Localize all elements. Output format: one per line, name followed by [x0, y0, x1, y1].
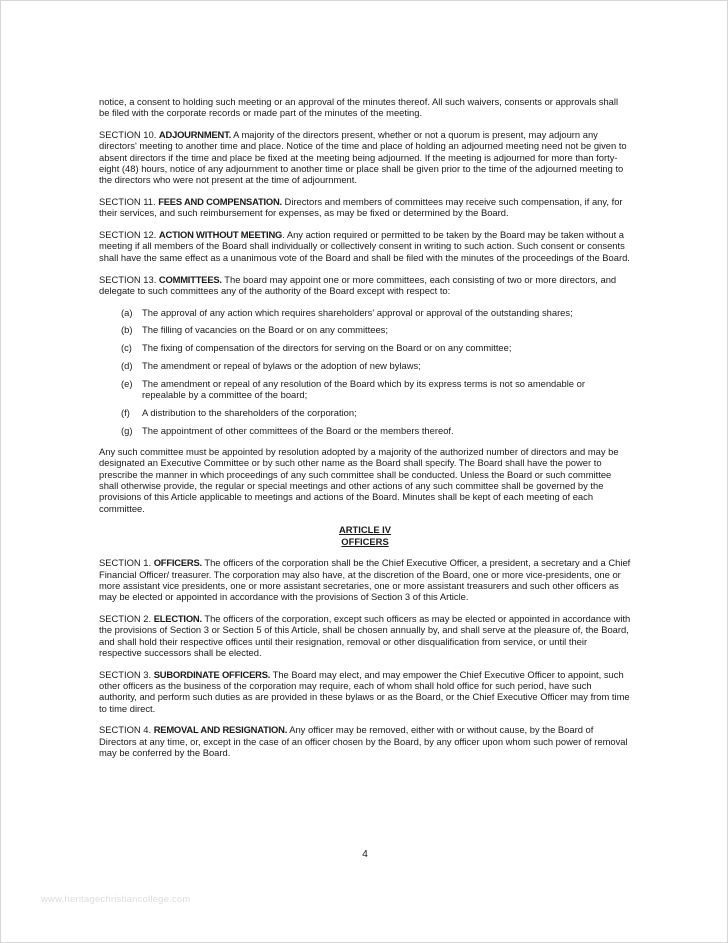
section-10	[99, 129, 631, 185]
section-text: The board may appoint one or more committees, each consisting of two or more directors, and delegate to such committees any of the authority of the Board except with respect to:	[99, 273, 617, 296]
section-text: . Any action required or permitted to be taken by the Board may be taken without a meeting if all members of the Board shall individually or collectively consent in writing to such action. Such consent or consents shall have the same effect as a unanimous vote of the Board and shall be filed with the minutes of the proceedings of the Board.	[99, 229, 630, 263]
section-title: ACTION WITHOUT MEETING	[158, 229, 283, 241]
section-12	[99, 229, 631, 263]
list-item-text: The fixing of compensation of the directors for serving on the Board or on any committee;	[142, 342, 512, 354]
section-number: SECTION 11.	[99, 196, 159, 208]
list-item-label: (f)	[121, 406, 130, 418]
section-text: The officers of the corporation, except such officers as may be elected or appointed in accordance with the provisions of Section 3 or Section 5 of this Article, shall be chosen annually by, and shall serve at the pleasure of, the Board, and shall hold their respective offices until their resignation, removal or other disqualification from service, or until their respective successors shall be elected.	[99, 613, 631, 658]
section-number: SECTION 3.	[99, 668, 154, 680]
officers-section-1	[99, 557, 631, 602]
section-title: REMOVAL AND RESIGNATION.	[153, 724, 288, 736]
list-item-label: (c)	[121, 342, 132, 354]
list-item-label: (e)	[121, 377, 133, 389]
document-body	[99, 96, 631, 769]
committee-paragraph: Any such committee must be appointed by resolution adopted by a majority of the authorized number of directors and may be designated an Executive Committee or by such other name as the Board shall specify. The Board shall have the power to prescribe the manner in which proceedings of any such committee shall be conducted. Unless the Board or such committee shall otherwise provide, the regular or special meetings and other actions of any such committee shall be governed by the provisions of this Article applicable to meetings and actions of the Board. Minutes shall be kept of each meeting of each committee.	[99, 446, 619, 514]
section-number: SECTION 10.	[99, 129, 159, 141]
section-title: ELECTION.	[153, 613, 202, 625]
list-item-label: (b)	[121, 324, 133, 336]
section-title: SUBORDINATE OFFICERS.	[153, 668, 271, 680]
section-11	[99, 196, 631, 219]
list-item-text: The appointment of other committees of the Board or the members thereof.	[142, 424, 454, 436]
officers-section-3	[99, 669, 631, 714]
list-item	[99, 324, 631, 335]
section-text: Any officer may be removed, either with or without cause, by the Board of Directors at any time, or, except in the case of an officer chosen by the Board, by any officer upon whom such power of removal may be conferred by the Board.	[99, 724, 628, 759]
officers-section-2	[99, 613, 631, 658]
section-number: SECTION 4.	[99, 724, 154, 736]
committee-exceptions-list	[99, 307, 631, 436]
list-item-text: A distribution to the shareholders of the corporation;	[142, 406, 357, 418]
list-item	[99, 425, 631, 436]
article-number: ARTICLE IV	[338, 524, 392, 536]
page-number: 4	[362, 849, 368, 860]
list-item-label: (g)	[121, 424, 133, 436]
list-item	[99, 407, 631, 418]
list-item	[99, 378, 631, 401]
intro-paragraph: notice, a consent to holding such meeting or an approval of the minutes thereof. All such waivers, consents or approvals shall be filed with the corporate records or made part of the minutes of the meeting.	[99, 96, 619, 119]
list-item-label: (d)	[121, 360, 133, 372]
article-heading	[99, 524, 631, 547]
section-number: SECTION 1.	[99, 557, 154, 569]
article-title: OFFICERS	[341, 535, 389, 547]
list-item-text: The amendment or repeal of any resolution of the Board which by its express terms is not so amendable or repealable by a committee of the board;	[142, 377, 585, 401]
list-item-text: The amendment or repeal of bylaws or the adoption of new bylaws;	[142, 360, 421, 372]
section-text: A majority of the directors present, whether or not a quorum is present, may adjourn any directors' meeting to another time and place. Notice of the time and place of holding an adjourned meeting need not be given to absent directors if the time and place be fixed at the meeting being adjourned. If the meeting is adjourned for more than forty-eight (48) hours, notice of any adjournment to another time or place shall be given prior to the time of the adjourned meeting to the directors who were not present at the time of adjournment.	[99, 129, 627, 186]
list-item-text: The approval of any action which requires shareholders' approval or approval of the outstanding shares;	[142, 306, 573, 318]
section-text: The officers of the corporation shall be the Chief Executive Officer, a president, a secretary and a Chief Financial Officer/ treasurer. The corporation may also have, at the discretion of the Board, one or more vice-presidents, one or more assistant vice presidents, one or more assistant secretaries, one or more assistant treasurers and such other officers as may be elected or appointed in accordance with the provisions of Section 3 of this Article.	[99, 557, 631, 603]
section-number: SECTION 2.	[99, 613, 154, 625]
section-title: ADJOURNMENT.	[158, 129, 232, 141]
list-item-label: (a)	[121, 306, 133, 318]
section-text: Directors and members of committees may receive such compensation, if any, for their services, and such reimbursement for expenses, as may be fixed or determined by the Board.	[99, 196, 623, 219]
officers-section-4	[99, 724, 631, 758]
watermark-text: www.heritagechristiancollege.com	[41, 894, 191, 905]
section-text: The Board may elect, and may empower the Chief Executive Officer to appoint, such other officers as the business of the corporation may require, each of whom shall hold office for such period, have such authority, and perform such duties as are provided in these bylaws or as the Board, or the Chief Executive Officer may from time to time direct.	[99, 668, 630, 714]
list-item	[99, 342, 631, 353]
section-title: COMMITTEES.	[158, 273, 222, 285]
list-item	[99, 307, 631, 318]
section-number: SECTION 13.	[99, 273, 159, 285]
section-title: FEES AND COMPENSATION.	[158, 196, 282, 208]
list-item	[99, 360, 631, 371]
list-item-text: The filling of vacancies on the Board or on any committees;	[142, 324, 388, 336]
section-13	[99, 274, 631, 297]
section-number: SECTION 12.	[99, 229, 159, 241]
section-title: OFFICERS.	[153, 557, 202, 569]
